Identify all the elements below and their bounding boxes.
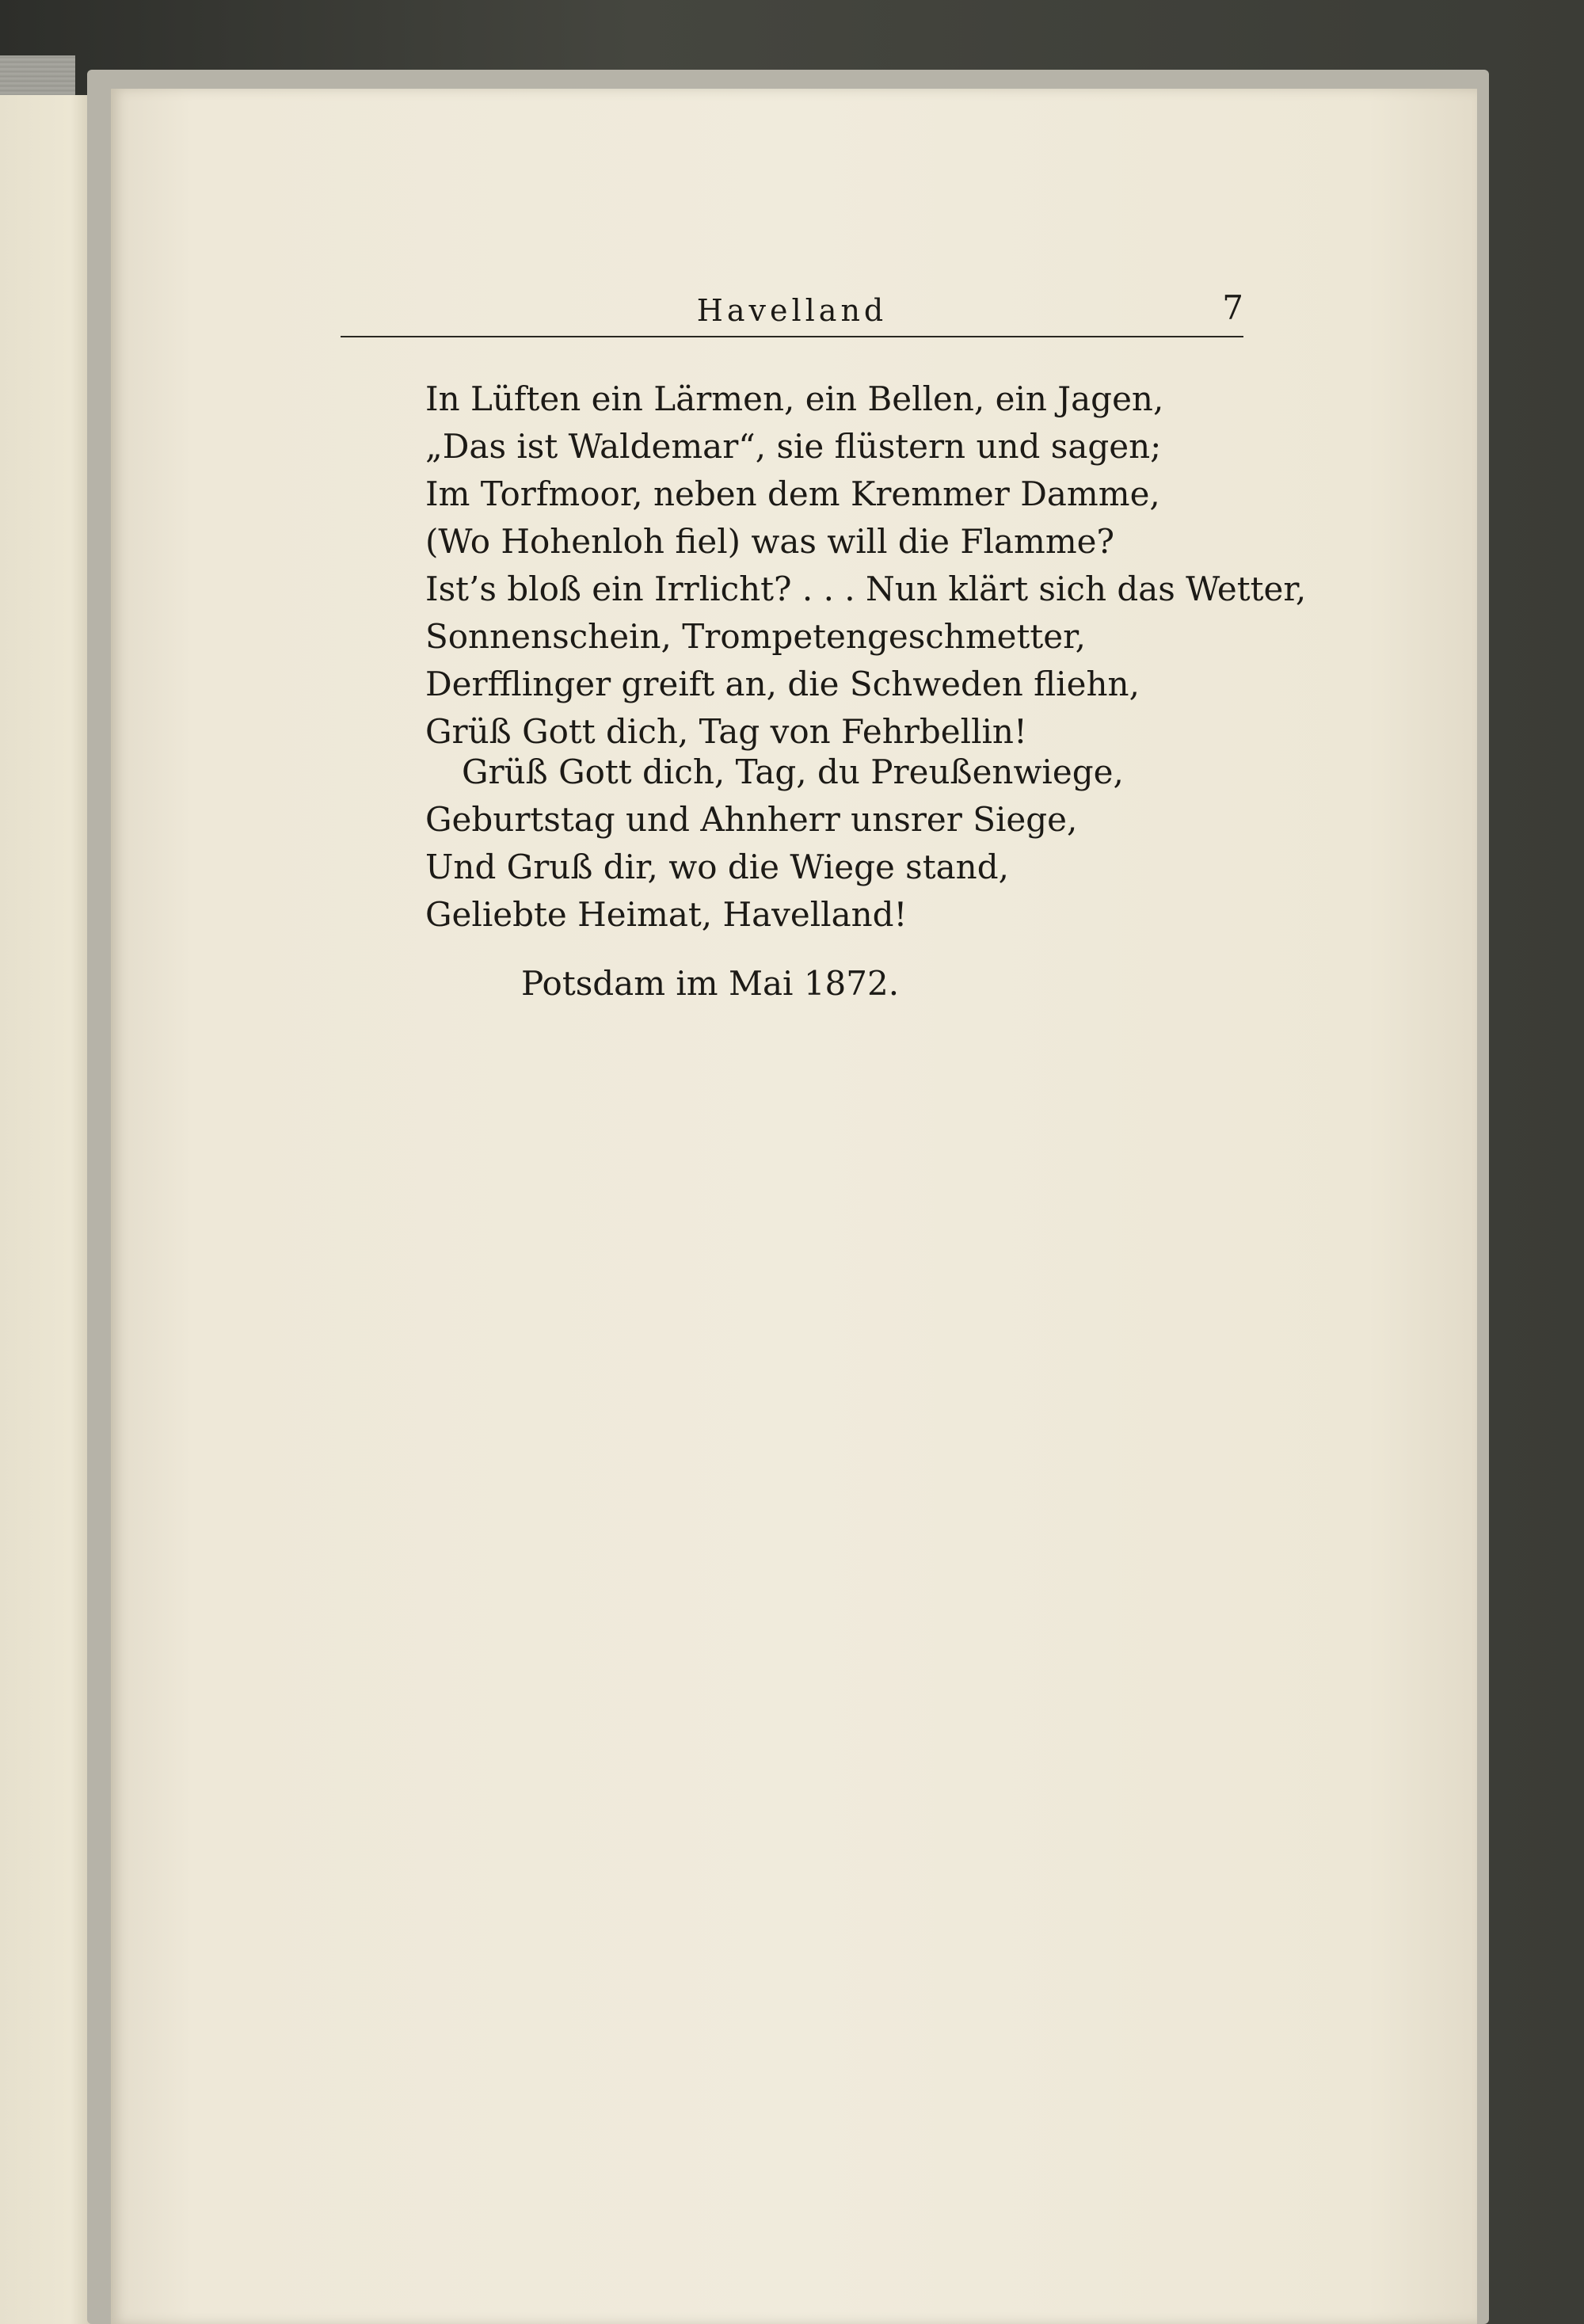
verse-line: Geburtstag und Ahnherr unsrer Siege, (425, 800, 1078, 839)
verse-line: (Wo Hohenloh fiel) was will die Flamme? (425, 522, 1115, 561)
verse-line: Grüß Gott dich, Tag, du Preußenwiege, (462, 752, 1124, 791)
verse-line: In Lüften ein Lärmen, ein Bellen, ein Jagen, (425, 379, 1164, 418)
verse-line: Sonnenschein, Trompetengeschmetter, (425, 617, 1086, 656)
header-rule (341, 336, 1243, 337)
verse-line: Geliebte Heimat, Havelland! (425, 895, 908, 934)
stanza-2 (425, 749, 1124, 939)
verse-line: Derfflinger greift an, die Schweden fliehn, (425, 665, 1140, 703)
verse-line: Und Gruß dir, wo die Wiege stand, (425, 848, 1009, 886)
verse-line: „Das ist Waldemar“, sie flüstern und sagen; (425, 427, 1162, 466)
verse-line: Grüß Gott dich, Tag von Fehrbellin! (425, 712, 1027, 751)
running-head: Havelland (696, 293, 888, 328)
stanza-1 (425, 375, 1306, 756)
page-number: 7 (1222, 288, 1243, 327)
dateline: Potsdam im Mai 1872. (521, 964, 900, 1003)
verse-line: Ist’s bloß ein Irrlicht? . . . Nun klärt sich das Wetter, (425, 570, 1307, 608)
verse-line: Im Torfmoor, neben dem Kremmer Damme, (425, 474, 1160, 513)
